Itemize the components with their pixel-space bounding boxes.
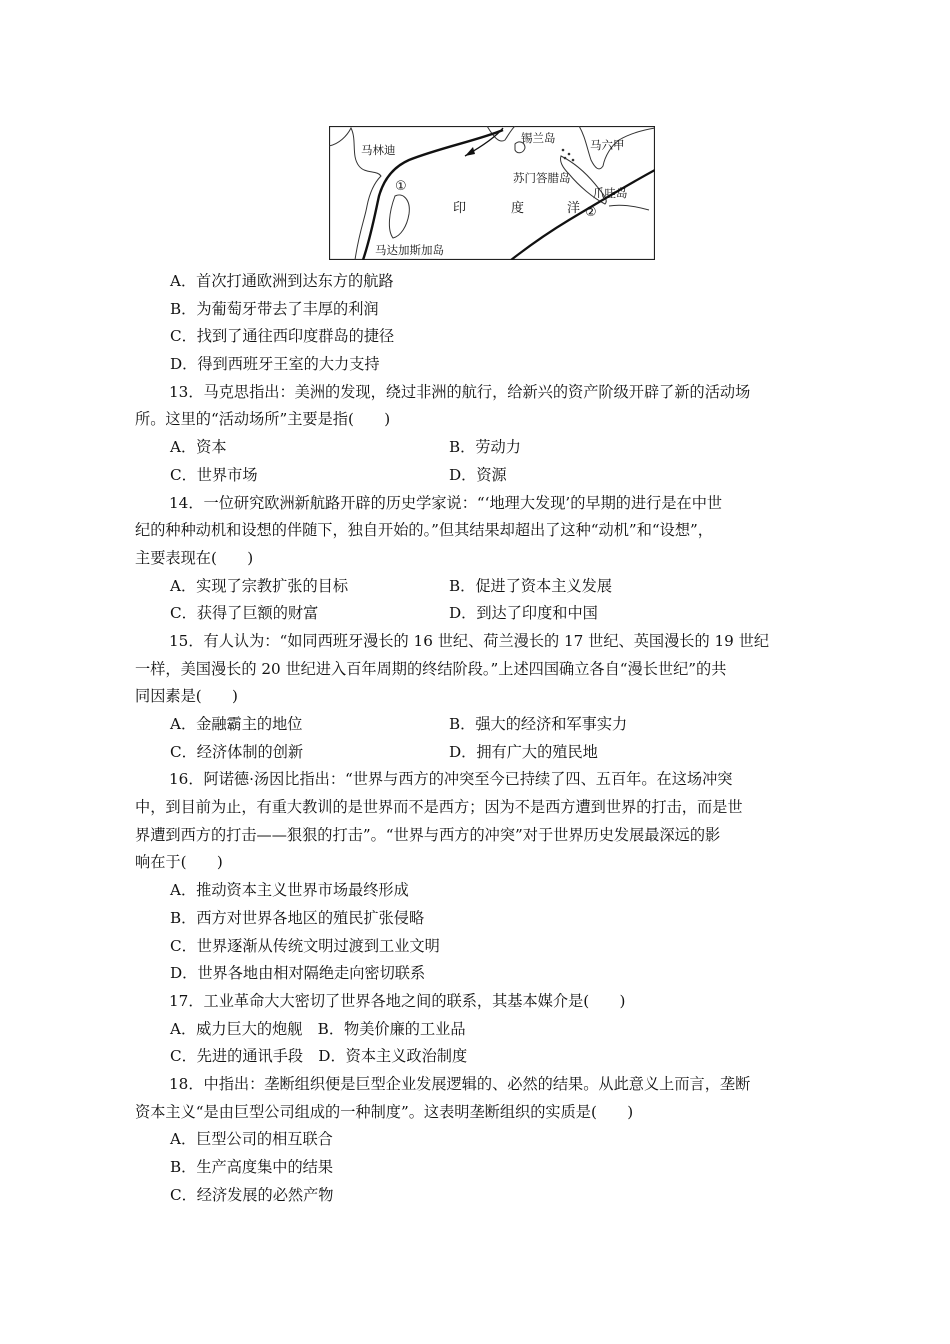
- q13-options-row: [135, 462, 825, 490]
- label-malacca: 马六甲: [590, 138, 625, 152]
- label-route-1: ①: [395, 179, 407, 194]
- q12-option-b[interactable]: B．为葡萄牙带去了丰厚的利润: [170, 299, 379, 318]
- q15-stem-line: 15．有人认为：“如同西班牙漫长的 16 世纪、荷兰漫长的 17 世纪、英国漫长的 19 世纪: [169, 631, 770, 650]
- q14-options-row: [135, 600, 825, 628]
- q18-option-c[interactable]: C．经济发展的必然产物: [170, 1185, 334, 1204]
- q15-options-row: [135, 711, 825, 739]
- q18-option-b[interactable]: B．生产高度集中的结果: [170, 1158, 334, 1176]
- q15-option-b[interactable]: B．强大的经济和军事实力: [449, 715, 628, 733]
- q16-option-c[interactable]: C．世界逐渐从传统文明过渡到工业文明: [170, 936, 440, 955]
- q18-stem-line: 18．中指出：垄断组织便是巨型企业发展逻辑的、必然的结果。从此意义上而言，垄断: [169, 1074, 751, 1093]
- q17-options-ab[interactable]: A．威力巨大的炮舰 B．物美价廉的工业品: [170, 1019, 466, 1038]
- q14-option-b[interactable]: B．促进了资本主义发展: [449, 576, 613, 595]
- label-java: 爪哇岛: [593, 186, 628, 200]
- q13-option-d[interactable]: D．资源: [449, 465, 507, 484]
- indian-ocean-route-map: [329, 126, 655, 260]
- q14-stem-line: 14．一位研究欧洲新航路开辟的历史学家说：“‘地理大发现’的早期的进行是在中世: [169, 493, 723, 512]
- q18-stem-line: 资本主义“是由巨型公司组成的一种制度”。这表明垄断组织的实质是( ): [135, 1102, 634, 1121]
- q13-option-a[interactable]: A．资本: [170, 438, 227, 457]
- q16-option-d[interactable]: D．世界各地由相对隔绝走向密切联系: [170, 964, 426, 983]
- q15-options-row: [135, 739, 825, 767]
- q14-stem-line: 纪的种种动机和设想的伴随下，独自开始的。”但其结果却超出了这种“动机”和“设想”，: [135, 521, 713, 540]
- label-ocean-2: 度: [511, 201, 525, 216]
- label-madagascar: 马达加斯加岛: [375, 243, 444, 257]
- q15-stem-line: 同因素是( ): [135, 687, 238, 706]
- q18-option-a[interactable]: A．巨型公司的相互联合: [170, 1130, 333, 1149]
- q13-stem-line: 13．马克思指出：美洲的发现，绕过非洲的航行，给新兴的资产阶级开辟了新的活动场: [169, 382, 751, 401]
- q13-stem-line: 所。这里的“活动场所”主要是指( ): [135, 410, 391, 429]
- label-ceylon: 锡兰岛: [521, 131, 556, 145]
- q16-option-b[interactable]: B．西方对世界各地区的殖民扩张侵略: [170, 908, 425, 927]
- q17-options-cd[interactable]: C．先进的通讯手段 D．资本主义政治制度: [170, 1047, 468, 1066]
- q14-stem-line: 主要表现在( ): [135, 548, 254, 567]
- q16-option-a[interactable]: A．推动资本主义世界市场最终形成: [170, 881, 409, 900]
- label-ocean-3: 洋: [567, 201, 581, 216]
- q14-options-row: [135, 573, 825, 601]
- q14-option-d[interactable]: D．到达了印度和中国: [449, 604, 598, 623]
- question-content: [135, 268, 825, 1209]
- q14-option-a[interactable]: A．实现了宗教扩张的目标: [170, 576, 349, 595]
- q12-option-a[interactable]: A．首次打通欧洲到达东方的航路: [170, 272, 394, 290]
- q12-option-c[interactable]: C．找到了通往西印度群岛的捷径: [170, 327, 395, 346]
- q13-option-c[interactable]: C．世界市场: [170, 465, 258, 484]
- q16-stem-line: 界遭到西方的打击——狠狠的打击”。“世界与西方的冲突”对于世界历史发展最深远的影: [135, 825, 721, 844]
- q17-stem-line: 17．工业革命大大密切了世界各地之间的联系，其基本媒介是( ): [169, 991, 626, 1010]
- q13-options-row: [135, 434, 825, 462]
- q16-stem-line: 中，到目前为止，有重大教训的是世界而不是西方；因为不是西方遭到世界的打击，而是世: [135, 798, 743, 817]
- q15-option-d[interactable]: D．拥有广大的殖民地: [449, 742, 598, 761]
- label-sumatra: 苏门答腊岛: [513, 171, 571, 185]
- q13-option-b[interactable]: B．劳动力: [449, 438, 521, 457]
- q15-stem-line: 一样，美国漫长的 20 世纪进入百年周期的终结阶段。”上述四国确立各自“漫长世纪”的共: [135, 659, 727, 678]
- q14-option-c[interactable]: C．获得了巨额的财富: [170, 604, 319, 623]
- q16-stem-line: 响在于( ): [135, 853, 223, 872]
- label-route-2: ②: [585, 205, 597, 220]
- label-ocean-1: 印: [453, 201, 467, 216]
- q15-option-c[interactable]: C．经济体制的创新: [170, 742, 304, 761]
- q15-option-a[interactable]: A．金融霸主的地位: [170, 715, 303, 733]
- q16-stem-line: 16．阿诺德·汤因比指出：“世界与西方的冲突至今已持续了四、五百年。在这场冲突: [169, 770, 733, 789]
- map-figure: [329, 126, 655, 260]
- q12-option-d[interactable]: D．得到西班牙王室的大力支持: [170, 355, 380, 374]
- label-malindi: 马林迪: [361, 143, 396, 157]
